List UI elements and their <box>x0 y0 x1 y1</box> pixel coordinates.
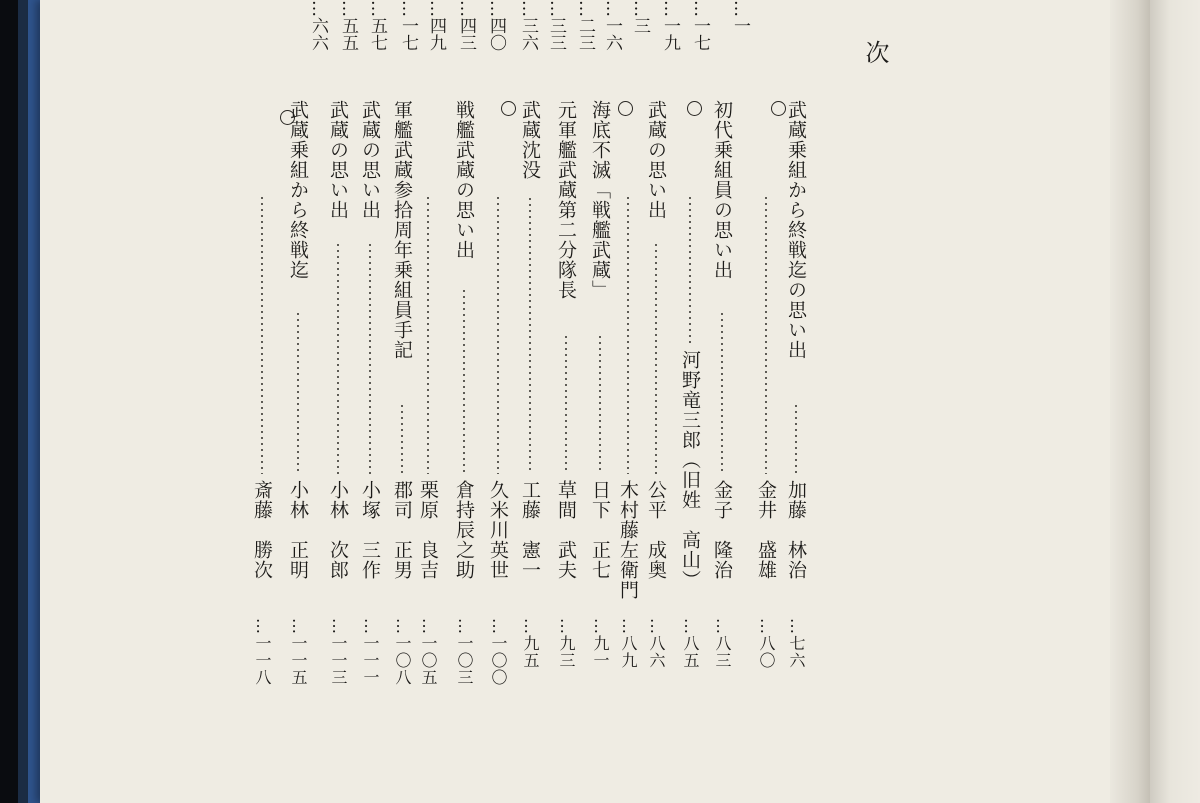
top-partial-entry: …一七 <box>690 0 710 51</box>
dot-leader <box>369 242 371 474</box>
entry-title: 初代乗組員の思い出 <box>711 100 733 280</box>
dot-leader <box>497 195 499 474</box>
top-partial-entry: …六六 <box>308 0 328 51</box>
entry-author: 斎藤 勝次 <box>251 480 273 580</box>
entry-title: 武蔵乗組から終戦迄の思い出 <box>785 100 807 360</box>
entry-author: 草間 武夫 <box>555 480 577 580</box>
entry-author: 公平 成奥 <box>645 480 667 580</box>
bullet-circle <box>501 101 516 116</box>
dot-leader <box>337 242 339 474</box>
dot-leader <box>297 311 299 474</box>
entry-title: 武蔵の思い出 <box>327 100 349 220</box>
entry-page-number: …一一八 <box>253 618 272 686</box>
entry-author: 工藤 憲一 <box>519 480 541 580</box>
entry-author: 日下 正七 <box>589 480 611 580</box>
dot-leader <box>655 242 657 474</box>
top-partial-entry: …五五 <box>338 0 358 51</box>
entry-title: 戦艦武蔵の思い出 <box>453 100 475 260</box>
dot-leader <box>565 334 567 474</box>
entry-title: 武蔵沈没 <box>519 100 541 180</box>
top-partial-entry: …一七 <box>398 0 418 51</box>
dot-leader <box>599 334 601 474</box>
toc-heading: 次 <box>861 40 889 64</box>
entry-author: 加藤 林治 <box>785 480 807 580</box>
top-partial-entry: …二三 <box>575 0 595 51</box>
dot-leader <box>261 195 263 474</box>
entry-author: 木村藤左衛門 <box>617 480 639 600</box>
dot-leader <box>721 311 723 474</box>
entry-author: 栗原 良吉 <box>417 480 439 580</box>
entry-page-number: …八〇 <box>757 618 776 669</box>
entry-author: 河野竜三郎（旧姓 高山） <box>679 350 701 590</box>
dot-leader <box>427 195 429 474</box>
entry-title: 軍艦武蔵参拾周年乗組員手記 <box>391 100 413 360</box>
entry-title: 元軍艦武蔵第二分隊長 <box>555 100 577 300</box>
entry-author: 金子 隆治 <box>711 480 733 580</box>
bullet-circle <box>687 101 702 116</box>
entry-page-number: …一一三 <box>329 618 348 686</box>
dot-leader <box>529 196 531 474</box>
dot-leader <box>627 195 629 474</box>
top-partial-entry: …四〇 <box>486 0 506 51</box>
top-partial-entry: …三 <box>630 0 650 34</box>
top-partial-entry: …四九 <box>426 0 446 51</box>
entry-author: 小林 次郎 <box>327 480 349 580</box>
entry-page-number: …一〇三 <box>455 618 474 686</box>
entry-author: 金井 盛雄 <box>755 480 777 580</box>
entry-page-number: …一〇八 <box>393 618 412 686</box>
entry-page-number: …七六 <box>787 618 806 669</box>
bullet-circle <box>771 101 786 116</box>
entry-author: 小塚 三作 <box>359 480 381 580</box>
top-partial-entry: …一九 <box>660 0 680 51</box>
top-partial-entry: …一六 <box>602 0 622 51</box>
entry-page-number: …八六 <box>647 618 666 669</box>
dot-leader <box>689 195 691 344</box>
entry-author: 郡司 正男 <box>391 480 413 580</box>
entry-author: 久米川英世 <box>487 480 509 580</box>
right-page <box>1150 0 1200 803</box>
top-partial-entry: …五七 <box>367 0 387 51</box>
entry-page-number: …八三 <box>713 618 732 669</box>
entry-title: 武蔵の思い出 <box>645 100 667 220</box>
entry-page-number: …一一一 <box>361 618 380 686</box>
entry-title: 海底不滅「戦艦武蔵」 <box>589 100 611 300</box>
entry-page-number: …九一 <box>591 618 610 669</box>
dot-leader <box>765 195 767 474</box>
entry-page-number: …一〇五 <box>419 618 438 686</box>
entry-title: 武蔵乗組から終戦迄 <box>287 100 309 280</box>
top-partial-entry: …一 <box>730 0 750 34</box>
entry-page-number: …一一五 <box>289 618 308 686</box>
bullet-circle <box>618 101 633 116</box>
entry-page-number: …八五 <box>681 618 700 669</box>
dot-leader <box>401 403 403 474</box>
dot-leader <box>795 403 797 474</box>
entry-page-number: …九三 <box>557 618 576 669</box>
page-gutter <box>1110 0 1155 803</box>
entry-page-number: …一〇〇 <box>489 618 508 686</box>
entry-page-number: …九五 <box>521 618 540 669</box>
entry-author: 倉持辰之助 <box>453 480 475 580</box>
top-partial-entry: …三六 <box>518 0 538 51</box>
top-partial-entry: …三三 <box>546 0 566 51</box>
entry-page-number: …八九 <box>619 618 638 669</box>
entry-author: 小林 正明 <box>287 480 309 580</box>
top-partial-entry: …四三 <box>456 0 476 51</box>
dot-leader <box>463 288 465 474</box>
entry-title: 武蔵の思い出 <box>359 100 381 220</box>
